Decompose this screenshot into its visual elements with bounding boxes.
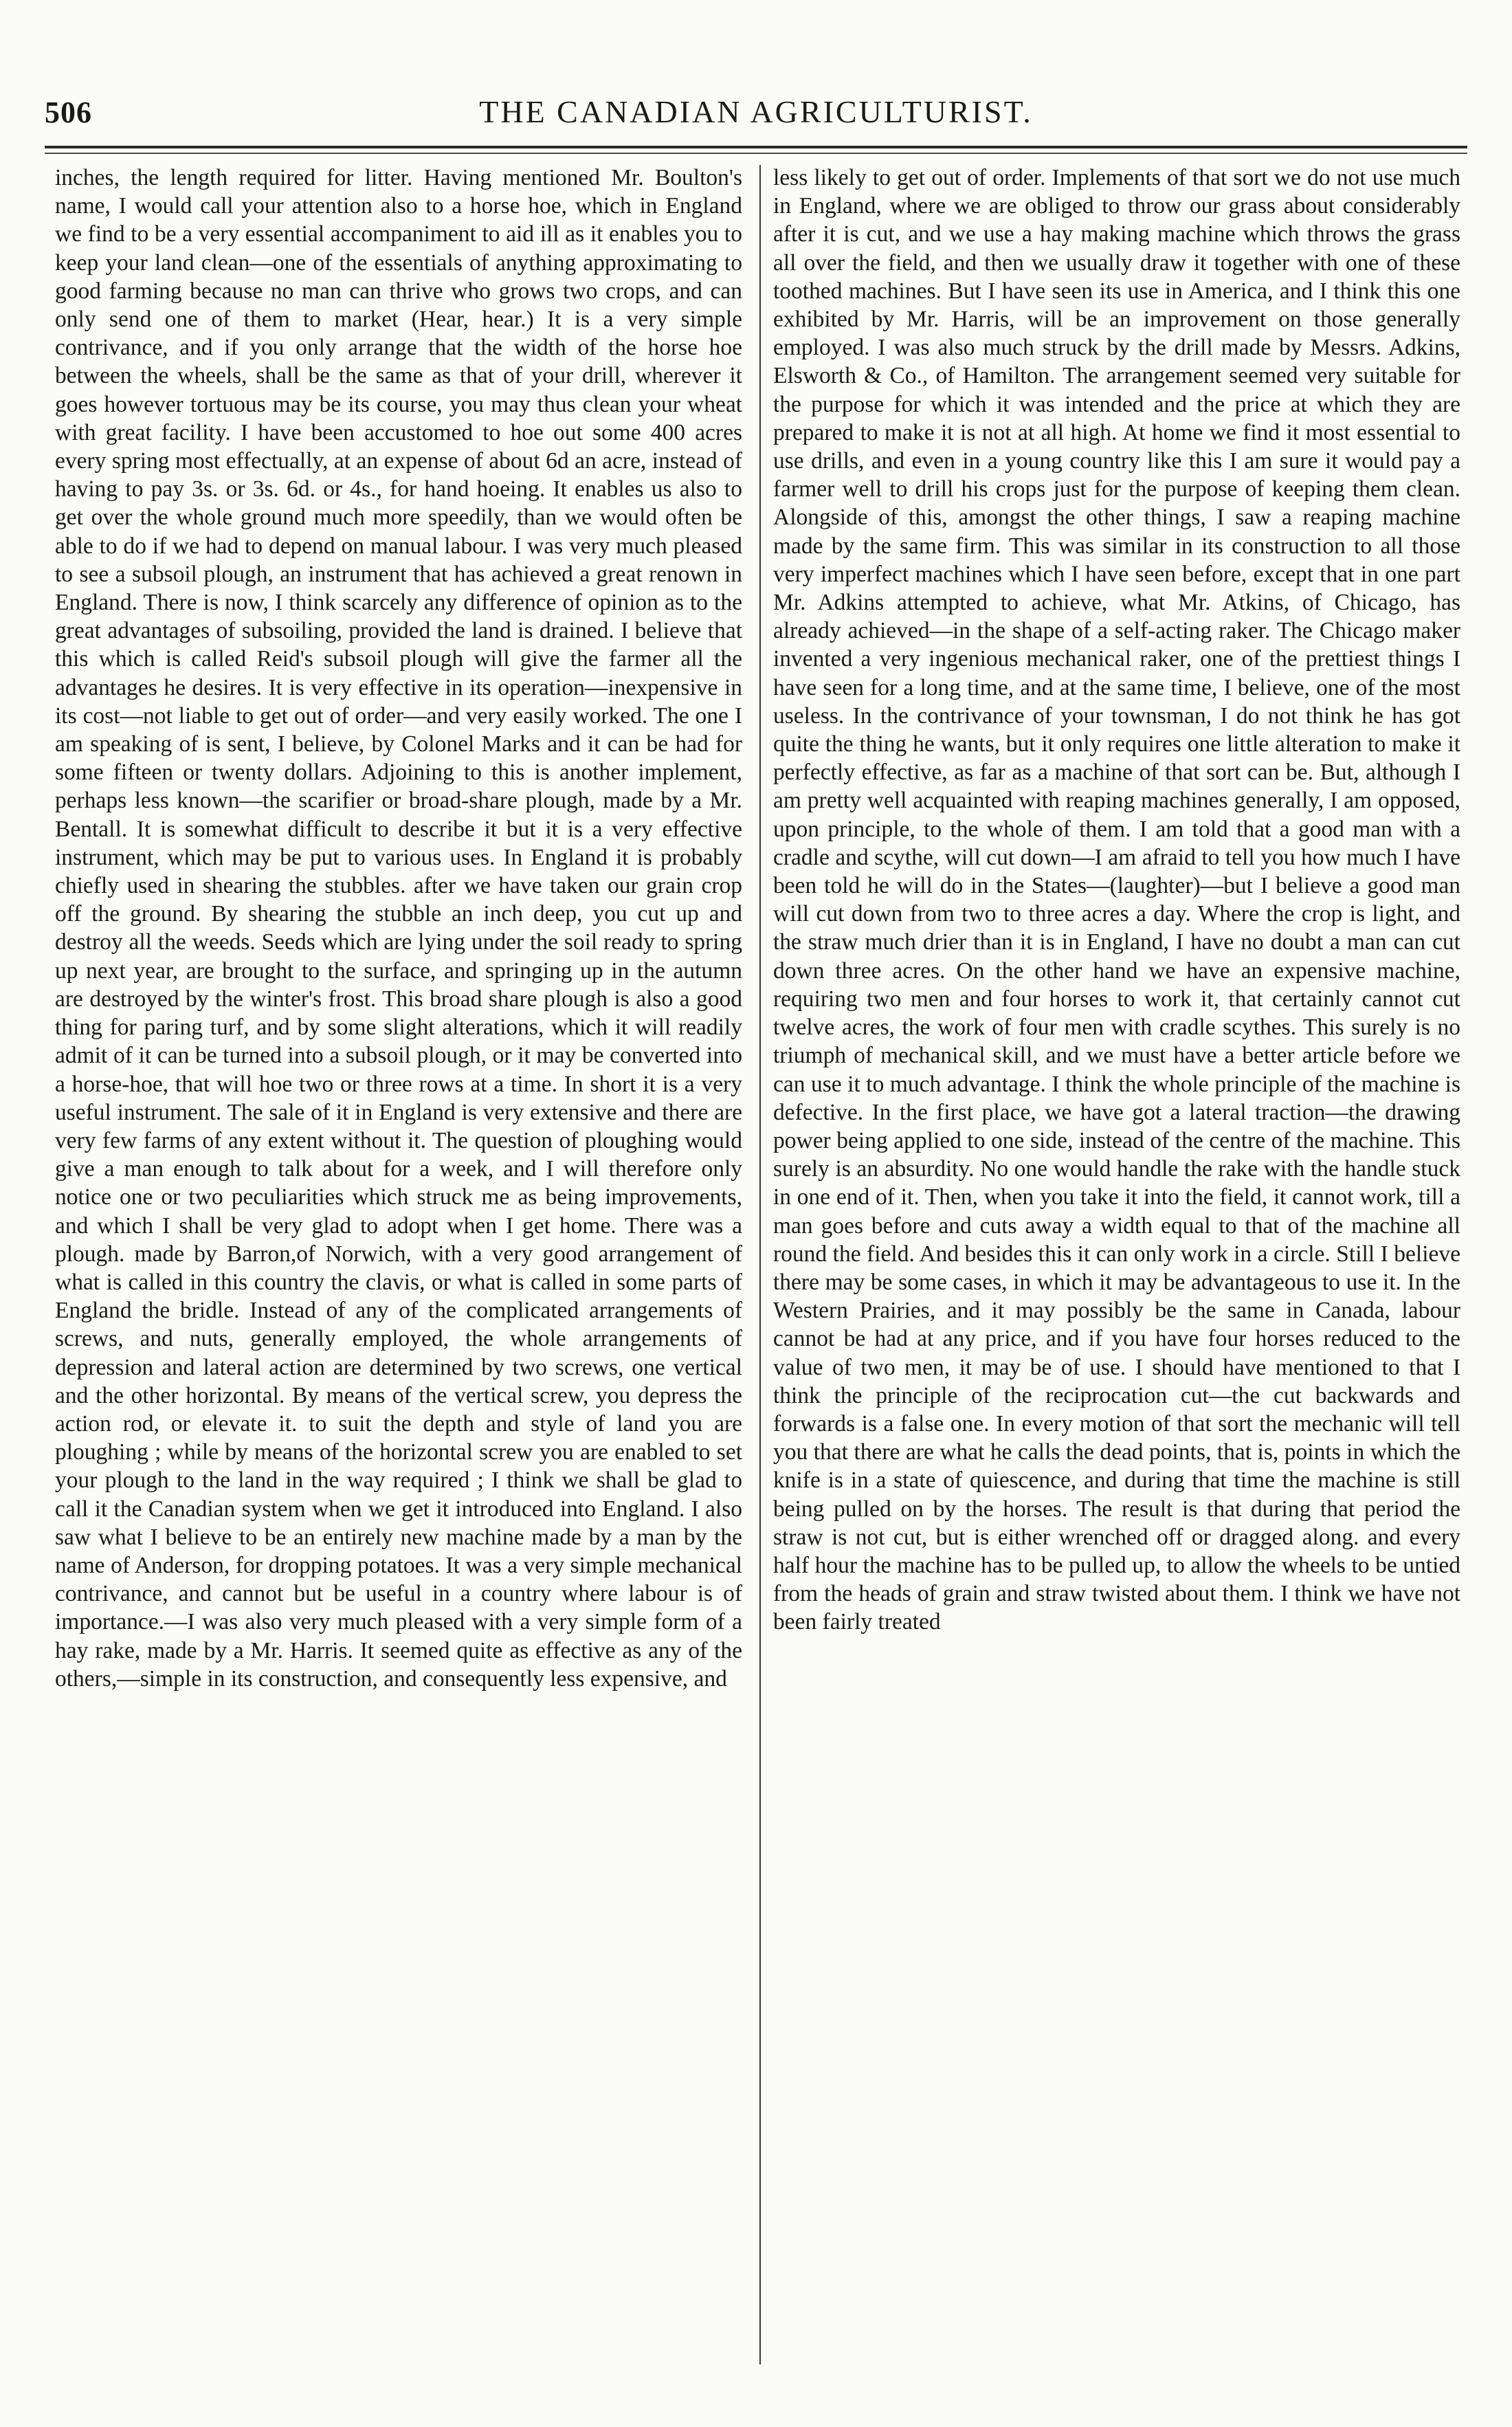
column-right-text: less likely to get out of order. Implements of that sort we do not use much in England, where we are obliged to throw our grass about considerably after it is cut, and we use a hay making machine which throws the grass all over the field, and then we usually draw it together with one of these toothed machines. But I have seen its use in America, and I think this one exhibited by Mr. Harris, will be an improvement on those generally employed. I was also much struck by the drill made by Messrs. Adkins, Elsworth & Co., of Hamilton. The arrangement seemed very suitable for the purpose for which it was intended and the price at which they are prepared to make it is not at all high. At home we find it most essential to use drills, and even in a young country like this I am sure it would pay a farmer well to drill his crops just for the purpose of keeping them clean. Alongside of this, amongst the other things, I saw a reaping machine made by the same firm. This was similar in its construction to all those very imperfect machines which I have seen before, except that in one part Mr. Adkins attempted to achieve, what Mr. Atkins, of Chicago, has already achieved—in the shape of a self-acting raker. The Chicago maker invented a very ingenious mechanical raker, one of the prettiest things I have seen for a long time, and at the same time, I believe, one of the most useless. In the contrivance of your townsman, I do not think he has got quite the thing he wants, but it only requires one little alteration to make it perfectly effective, as far as a machine of that sort can be. But, although I am pretty well acquainted with reaping machines generally, I am opposed, upon principle, to the whole of them. I am told that a good man with a cradle and scythe, will cut down—I am afraid to tell you how much I have been told he will do in the States—(laughter)—but I believe a good man will cut down from two to three acres a day. Where the crop is light, and the straw much drier than it is in England, I have no doubt a man can cut down three acres. On the other hand we have an expensive machine, requiring two men and four horses to work it, that certainly cannot cut twelve acres, the work of four men with cradle scythes. This surely is no triumph of mechanical skill, and we must have a better article before we can use it to much advantage. I think the whole principle of the machine is defective. In the first place, we have got a lateral traction—the drawing power being applied to one side, instead of the centre of the machine. This surely is an absurdity. No one would handle the rake with the handle stuck in one end of it. Then, when you take it into the field, it cannot work, till a man goes before and cuts away a width equal to that of the machine all round the field. And besides this it can only work in a circle. Still I believe there may be some cases, in which it may be advantageous to use it. In the Western Prairies, and it may possibly be the same in Canada, labour cannot be had at any price, and if you have four horses reduced to the value of two men, it may be of use. I should have mentioned to that I think the principle of the reciprocation cut—the cut backwards and forwards is a false one. In every motion of that sort the mechanic will tell you that there are what he calls the dead points, that is, points in which the knife is in a state of quiescence, and during that time the machine is still being pulled on by the horses. The result is that during that period the straw is not cut, but is either wrenched off or dragged along. and every half hour the machine has to be pulled up, to allow the wheels to be untied from the heads of grain and straw twisted about them. I think we have not been fairly treated	[773, 165, 1460, 1635]
page-number: 506	[45, 96, 92, 129]
column-divider	[759, 165, 761, 2364]
page-header	[45, 89, 1467, 141]
header-rule-thin	[45, 153, 1467, 154]
text-column-right	[773, 164, 1460, 2370]
text-column-left	[55, 164, 742, 2370]
running-title: THE CANADIAN AGRICULTURIST.	[479, 94, 1033, 129]
header-rule	[45, 146, 1467, 148]
column-left-text: inches, the length required for litter. Having mentioned Mr. Boulton's name, I would call your attention also to a horse hoe, which in England we find to be a very essential accompaniment to aid ill as it enables you to keep your land clean—one of the essentials of anything approximating to good farming because no man can thrive who grows two crops, and can only send one of them to market (Hear, hear.) It is a very simple contrivance, and if you only arrange that the width of the horse hoe between the wheels, shall be the same as that of your drill, wherever it goes however tortuous may be its course, you may thus clean your wheat with great facility. I have been accustomed to hoe out some 400 acres every spring most effectually, at an expense of about 6d an acre, instead of having to pay 3s. or 3s. 6d. or 4s., for hand hoeing. It enables us also to get over the whole ground much more speedily, than we would often be able to do if we had to depend on manual labour. I was very much pleased to see a subsoil plough, an instrument that has achieved a great renown in England. There is now, I think scarcely any difference of opinion as to the great advantages of subsoiling, provided the land is drained. I believe that this which is called Reid's subsoil plough will give the farmer all the advantages he desires. It is very effective in its operation—inexpensive in its cost—not liable to get out of order—and very easily worked. The one I am speaking of is sent, I believe, by Colonel Marks and it can be had for some fifteen or twenty dollars. Adjoining to this is another implement, perhaps less known—the scarifier or broad-share plough, made by a Mr. Bentall. It is somewhat difficult to describe it but it is a very effective instrument, which may be put to various uses. In England it is probably chiefly used in shearing the stubbles. after we have taken our grain crop off the ground. By shearing the stubble an inch deep, you cut up and destroy all the weeds. Seeds which are lying under the soil ready to spring up next year, are brought to the surface, and springing up in the autumn are destroyed by the winter's frost. This broad share plough is also a good thing for paring turf, and by some slight alterations, which it will readily admit of it can be turned into a subsoil plough, or it may be converted into a horse-hoe, that will hoe two or three rows at a time. In short it is a very useful instrument. The sale of it in England is very extensive and there are very few farms of any extent without it. The question of ploughing would give a man enough to talk about for a week, and I will therefore only notice one or two peculiarities which struck me as being improvements, and which I shall be very glad to adopt when I get home. There was a plough. made by Barron,of Norwich, with a very good arrangement of what is called in this country the clavis, or what is called in some parts of England the bridle. Instead of any of the complicated arrangements of screws, and nuts, generally employed, the whole arrangements of depression and lateral action are determined by two screws, one vertical and the other horizontal. By means of the vertical screw, you depress the action rod, or elevate it. to suit the depth and style of land you are ploughing ; while by means of the horizontal screw you are enabled to set your plough to the land in the way required ; I think we shall be glad to call it the Canadian system when we get it introduced into England. I also saw what I believe to be an entirely new machine made by a man by the name of Anderson, for dropping potatoes. It was a very simple mechanical contrivance, and cannot but be useful in a country where labour is of importance.—I was also very much pleased with a very simple form of a hay rake, made by a Mr. Harris. It seemed quite as effective as any of the others,—simple in its construction, and consequently less expensive, and	[55, 165, 742, 1692]
